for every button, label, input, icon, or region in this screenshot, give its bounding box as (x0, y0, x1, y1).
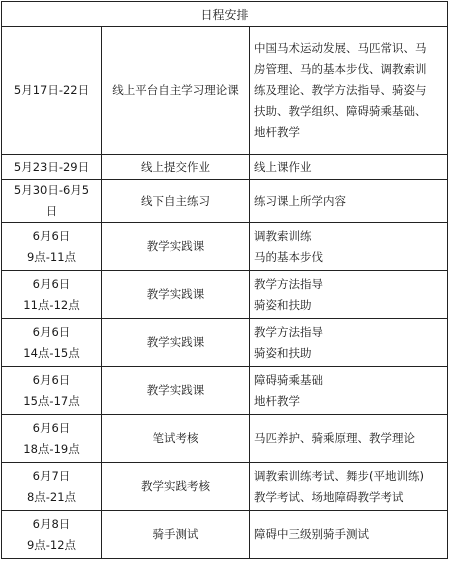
content-cell-line: 马的基本步伐 (254, 249, 323, 264)
mode-cell-line: 教学实践课 (146, 239, 205, 253)
time-cell-line: 14点-15点 (23, 345, 80, 360)
table-title: 日程安排 (2, 2, 448, 27)
content-cell-line: 障碍骑乘基础 (254, 372, 323, 387)
time-cell (2, 367, 102, 415)
mode-cell (102, 415, 250, 463)
schedule-row (2, 415, 448, 463)
mode-cell (102, 27, 250, 155)
time-cell-line: 6月6日 (32, 420, 71, 435)
schedule-row (2, 155, 448, 180)
mode-cell (102, 511, 250, 559)
time-cell-line: 6月6日 (32, 372, 71, 387)
schedule-row (2, 271, 448, 319)
content-cell-line: 教学考试、场地障碍教学考试 (254, 489, 404, 504)
mode-cell-line: 线上平台自主学习理论课 (112, 83, 239, 97)
content-cell (250, 223, 448, 271)
time-cell-line: 5月23日-29日 (13, 159, 90, 174)
schedule-row (2, 180, 448, 223)
content-cell-line: 练及理论、教学方法指导、骑姿与 (254, 83, 427, 97)
mode-cell-line: 教学实践课 (146, 335, 205, 349)
schedule-row (2, 367, 448, 415)
schedule-row (2, 511, 448, 559)
mode-cell (102, 367, 250, 415)
content-cell-line: 骑姿和扶助 (254, 297, 312, 312)
time-cell-line: 18点-19点 (23, 441, 80, 456)
schedule-row (2, 27, 448, 155)
time-cell (2, 180, 102, 223)
content-cell-line: 调教索训练考试、舞步(平地训练) (254, 468, 424, 483)
content-cell-line: 骑姿和扶助 (254, 345, 312, 360)
time-cell (2, 223, 102, 271)
time-cell (2, 463, 102, 511)
time-cell-line: 5月17日-22日 (13, 83, 90, 97)
content-cell-line: 房管理、马的基本步伐、调教索训 (254, 62, 427, 76)
title-row (2, 2, 448, 27)
time-cell-line: 5月30日-6月5 (13, 183, 90, 197)
time-cell-line: 11点-12点 (23, 297, 80, 312)
content-cell (250, 180, 448, 223)
content-cell (250, 511, 448, 559)
mode-cell-line: 教学实践课 (146, 287, 205, 301)
content-cell-line: 中国马术运动发展、马匹常识、马 (254, 41, 427, 55)
content-cell-line: 教学方法指导 (254, 324, 323, 339)
mode-cell (102, 223, 250, 271)
mode-cell-line: 笔试考核 (152, 431, 199, 445)
content-cell-line: 练习课上所学内容 (254, 193, 346, 208)
time-cell (2, 271, 102, 319)
content-cell-line: 障碍中三级别骑手测试 (254, 527, 369, 541)
content-cell (250, 415, 448, 463)
content-cell-line: 调教索训练 (254, 228, 312, 243)
mode-cell (102, 271, 250, 319)
time-cell-line: 9点-12点 (26, 537, 77, 552)
content-cell-line: 地杆教学 (254, 393, 300, 408)
time-cell (2, 27, 102, 155)
content-cell (250, 271, 448, 319)
content-cell (250, 463, 448, 511)
mode-cell (102, 155, 250, 180)
time-cell-line: 6月7日 (32, 468, 71, 483)
time-cell (2, 511, 102, 559)
time-cell-line: 6月8日 (32, 516, 71, 531)
time-cell-line: 15点-17点 (23, 393, 80, 408)
content-cell-line: 线上课作业 (254, 159, 312, 174)
mode-cell (102, 319, 250, 367)
time-cell-line: 日 (45, 204, 58, 218)
mode-cell-line: 教学实践考核 (141, 479, 210, 493)
schedule-body (2, 27, 448, 559)
time-cell (2, 155, 102, 180)
time-cell-line: 8点-21点 (26, 489, 77, 504)
mode-cell-line: 线上提交作业 (141, 159, 210, 174)
schedule-row (2, 223, 448, 271)
time-cell (2, 415, 102, 463)
mode-cell (102, 463, 250, 511)
content-cell-line: 教学方法指导 (254, 276, 323, 291)
content-cell (250, 367, 448, 415)
time-cell (2, 319, 102, 367)
time-cell-line: 9点-11点 (26, 249, 77, 264)
time-cell-line: 6月6日 (32, 276, 71, 291)
mode-cell (102, 180, 250, 223)
content-cell (250, 319, 448, 367)
mode-cell-line: 线下自主练习 (141, 193, 210, 208)
content-cell-line: 马匹养护、骑乘原理、教学理论 (254, 431, 415, 445)
content-cell-line: 地杆教学 (254, 125, 300, 139)
time-cell-line: 6月6日 (32, 324, 71, 339)
content-cell (250, 155, 448, 180)
mode-cell-line: 教学实践课 (146, 383, 205, 397)
content-cell (250, 27, 448, 155)
time-cell-line: 6月6日 (32, 228, 71, 243)
mode-cell-line: 骑手测试 (152, 527, 199, 541)
schedule-row (2, 463, 448, 511)
schedule-row (2, 319, 448, 367)
content-cell-line: 扶助、教学组织、障碍骑乘基础、 (254, 104, 427, 118)
schedule-table (1, 1, 448, 559)
